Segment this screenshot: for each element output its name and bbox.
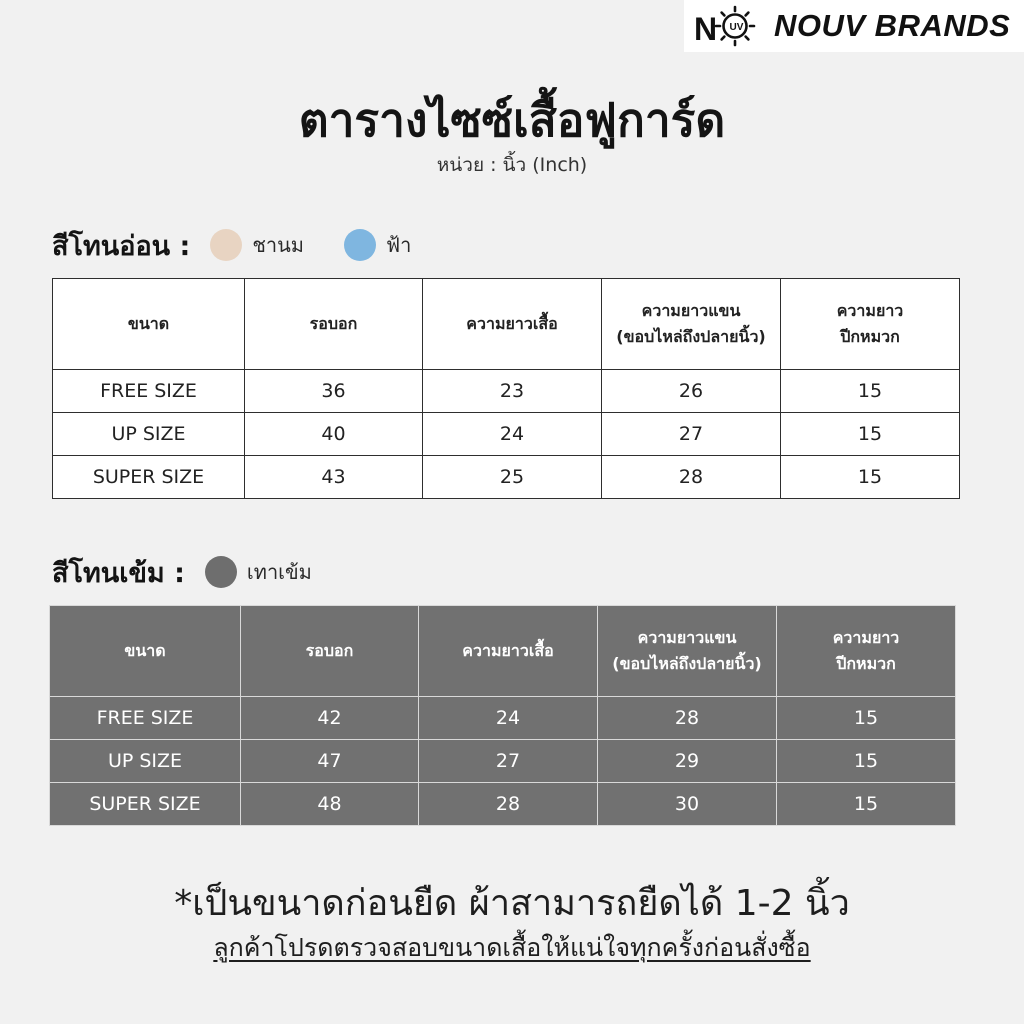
dark-tone-heading: สีโทนเข้ม : xyxy=(52,557,185,589)
length-cell: 24 xyxy=(419,697,598,740)
table-header-row xyxy=(50,606,956,697)
header-hood: ความยาว ปีกหมวก xyxy=(777,606,956,697)
light-tone-legend xyxy=(52,225,451,265)
svg-text:UV: UV xyxy=(729,22,744,33)
page-title: ตารางไซซ์เสื้อฟูการ์ด xyxy=(298,93,726,147)
size-cell: SUPER SIZE xyxy=(53,456,245,499)
sky-blue-swatch-icon xyxy=(344,229,376,261)
size-cell: FREE SIZE xyxy=(50,697,241,740)
sleeve-cell: 26 xyxy=(602,370,781,413)
dark-tone-legend xyxy=(52,552,352,592)
sleeve-cell: 27 xyxy=(602,413,781,456)
milk-tea-swatch-icon xyxy=(210,229,242,261)
chest-cell: 48 xyxy=(241,783,419,826)
header-chest: รอบอก xyxy=(241,606,419,697)
dark-size-table xyxy=(49,605,956,826)
sun-uv-logo-icon xyxy=(692,0,772,52)
stretch-note: *เป็นขนาดก่อนยืด ผ้าสามารถยืดได้ 1-2 นิ้ว xyxy=(174,883,850,924)
svg-text:N: N xyxy=(694,11,718,47)
table-row xyxy=(50,783,956,826)
chest-cell: 36 xyxy=(245,370,423,413)
table-header-row xyxy=(53,279,960,370)
hood-cell: 15 xyxy=(777,697,956,740)
table-row xyxy=(50,740,956,783)
table-row xyxy=(53,413,960,456)
hood-cell: 15 xyxy=(777,740,956,783)
table-row xyxy=(53,370,960,413)
length-cell: 24 xyxy=(423,413,602,456)
sleeve-cell: 29 xyxy=(598,740,777,783)
milk-tea-label: ชานม xyxy=(252,233,304,257)
sleeve-cell: 30 xyxy=(598,783,777,826)
size-cell: SUPER SIZE xyxy=(50,783,241,826)
size-cell: FREE SIZE xyxy=(53,370,245,413)
dark-gray-label: เทาเข้ม xyxy=(246,560,312,584)
table-row xyxy=(53,456,960,499)
length-cell: 27 xyxy=(419,740,598,783)
unit-subtitle: หน่วย : นิ้ว (Inch) xyxy=(436,154,588,176)
chest-cell: 40 xyxy=(245,413,423,456)
hood-cell: 15 xyxy=(781,456,960,499)
header-size: ขนาด xyxy=(50,606,241,697)
hood-cell: 15 xyxy=(781,370,960,413)
brand-header xyxy=(684,0,1024,52)
header-size: ขนาด xyxy=(53,279,245,370)
header-sleeve: ความยาวแขน (ขอบไหล่ถึงปลายนิ้ว) xyxy=(598,606,777,697)
header-sleeve: ความยาวแขน (ขอบไหล่ถึงปลายนิ้ว) xyxy=(602,279,781,370)
check-size-note: ลูกค้าโปรดตรวจสอบขนาดเสื้อให้แน่ใจทุกครั้งก่อนสั่งซื้อ xyxy=(213,933,811,962)
header-length: ความยาวเสื้อ xyxy=(419,606,598,697)
light-size-table xyxy=(52,278,960,499)
sleeve-cell: 28 xyxy=(598,697,777,740)
header-chest: รอบอก xyxy=(245,279,423,370)
length-cell: 23 xyxy=(423,370,602,413)
table-row xyxy=(50,697,956,740)
dark-gray-swatch-icon xyxy=(205,556,237,588)
chest-cell: 43 xyxy=(245,456,423,499)
length-cell: 28 xyxy=(419,783,598,826)
sleeve-cell: 28 xyxy=(602,456,781,499)
size-cell: UP SIZE xyxy=(50,740,241,783)
header-hood: ความยาว ปีกหมวก xyxy=(781,279,960,370)
header-length: ความยาวเสื้อ xyxy=(423,279,602,370)
hood-cell: 15 xyxy=(781,413,960,456)
sky-blue-label: ฟ้า xyxy=(386,233,412,257)
brand-name: NOUV BRANDS xyxy=(774,8,1011,43)
light-tone-heading: สีโทนอ่อน : xyxy=(52,230,191,262)
size-cell: UP SIZE xyxy=(53,413,245,456)
hood-cell: 15 xyxy=(777,783,956,826)
chest-cell: 42 xyxy=(241,697,419,740)
length-cell: 25 xyxy=(423,456,602,499)
chest-cell: 47 xyxy=(241,740,419,783)
